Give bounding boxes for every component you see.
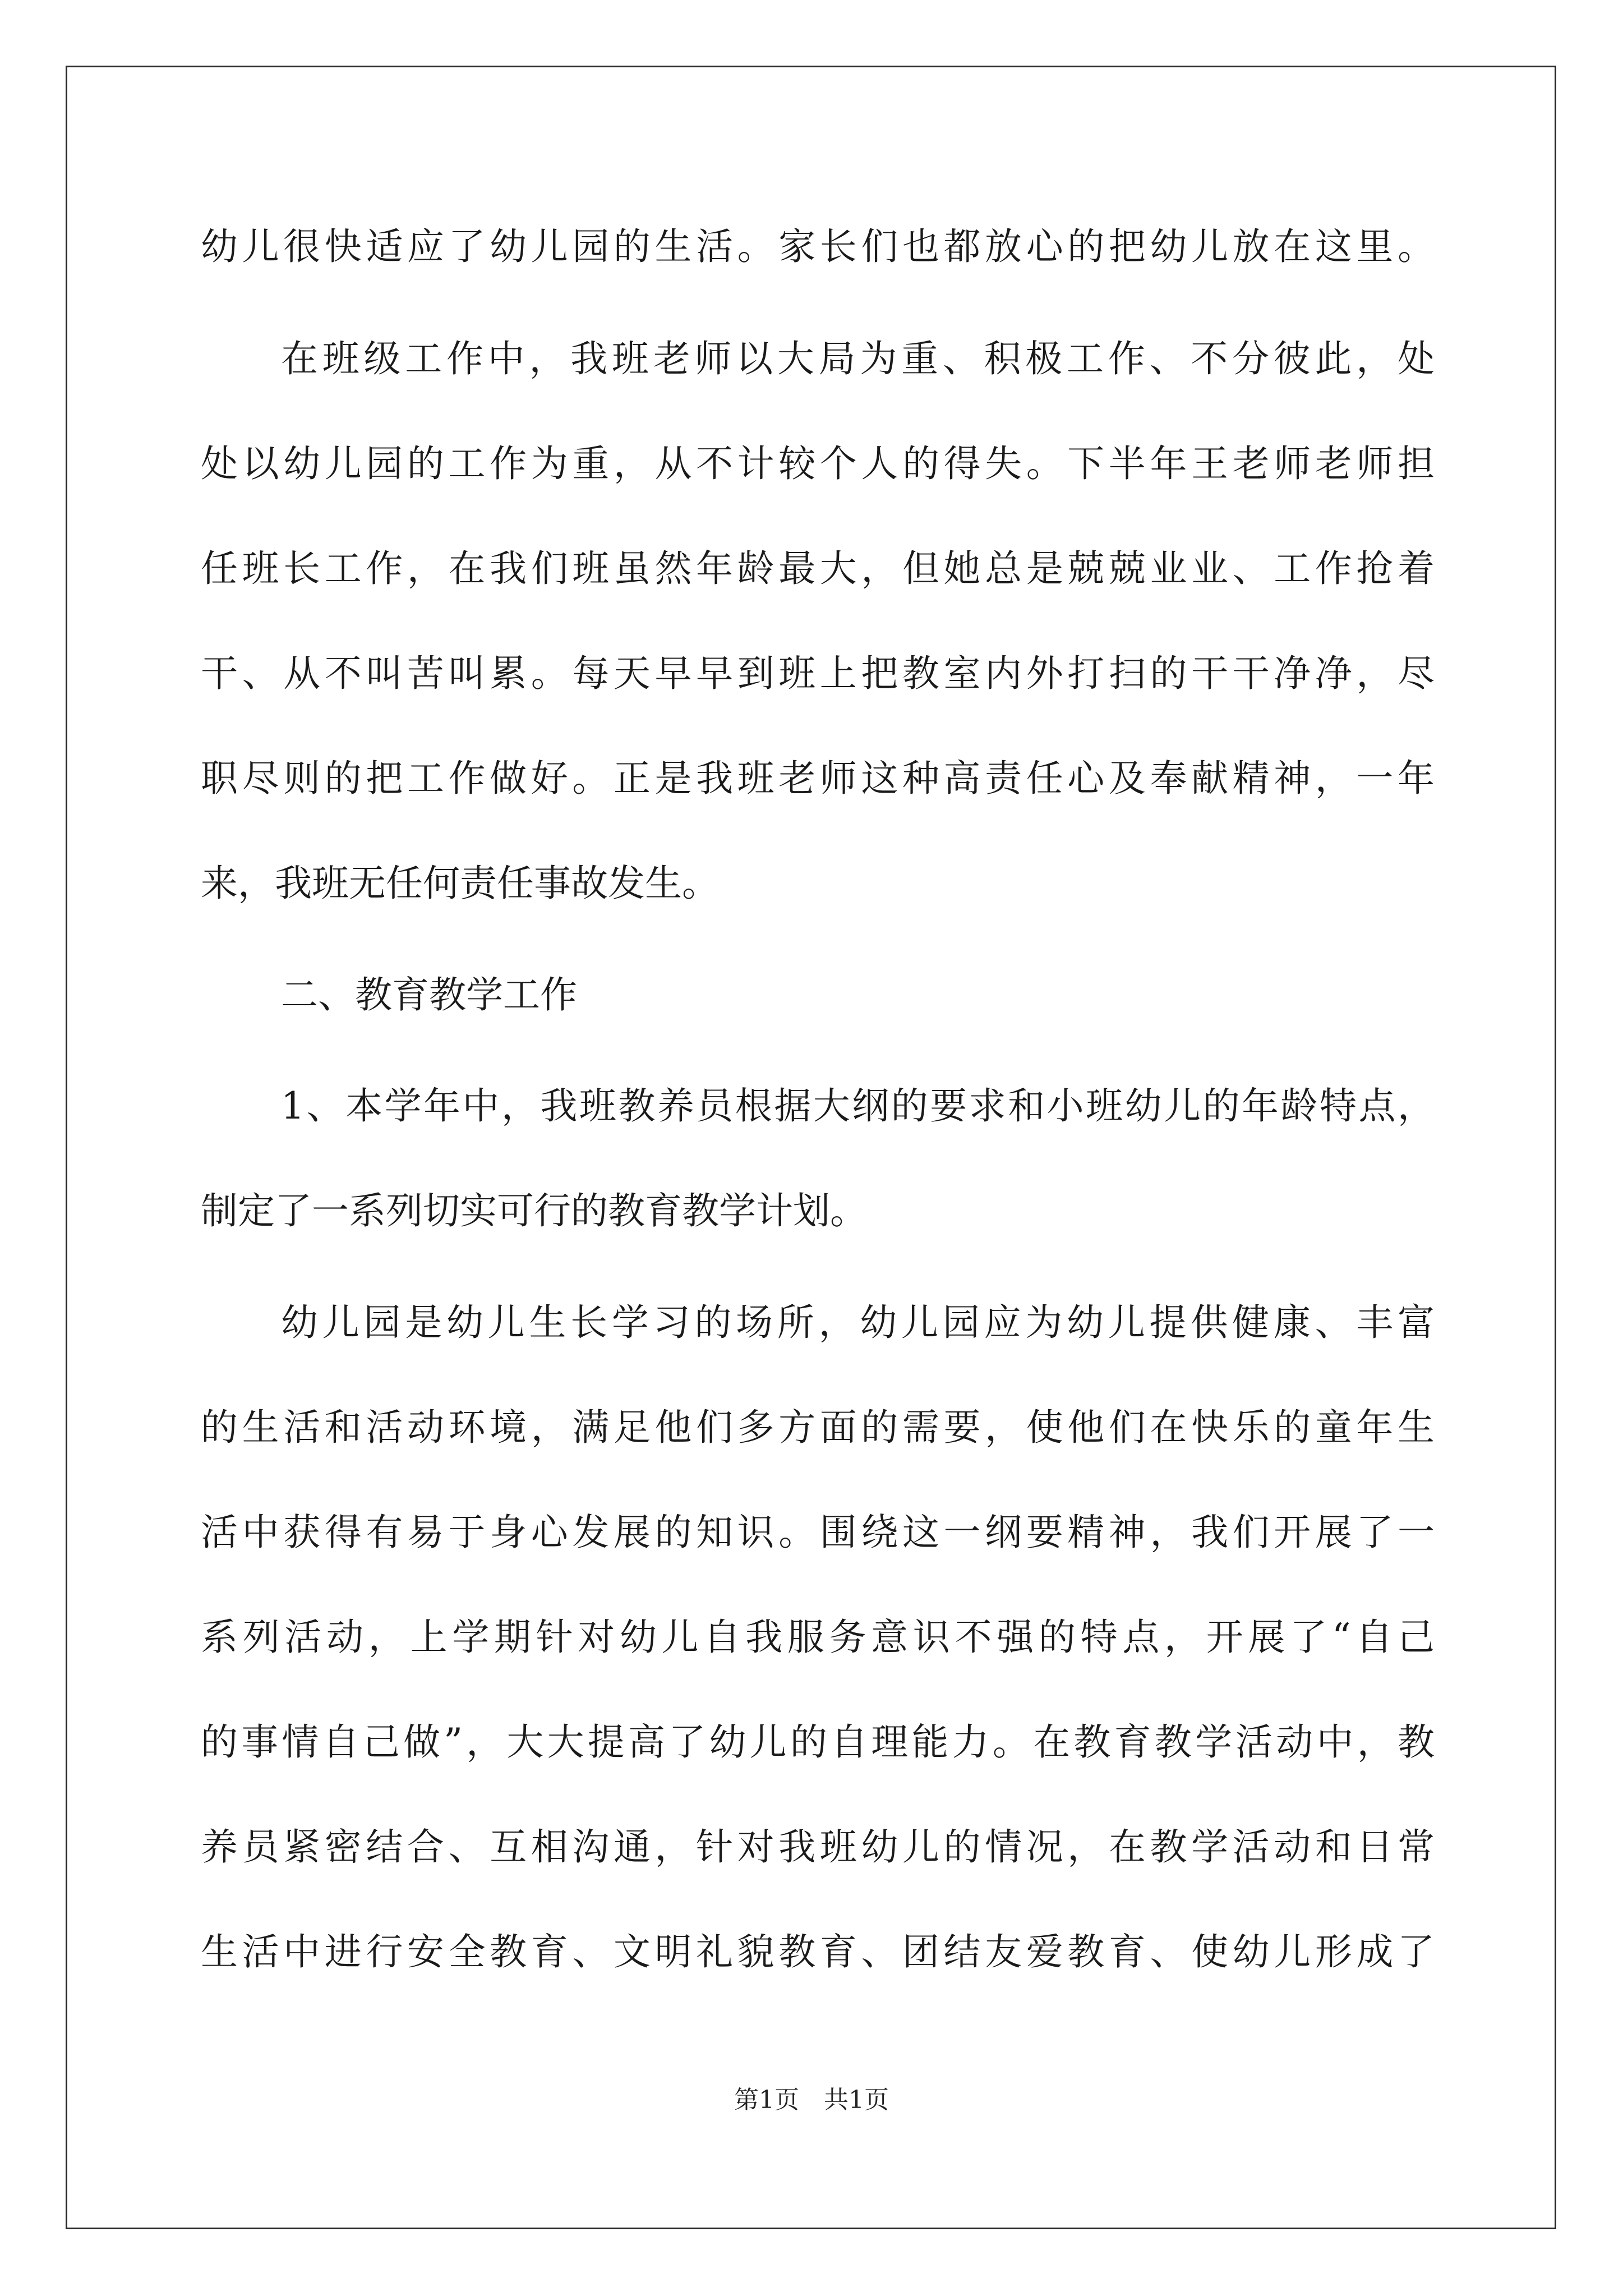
page-number-footer: 第1页 共1页 [734, 2086, 889, 2114]
paragraph-line: 在班级工作中，我班老师以大局为重、积极工作、不分彼此，处 [281, 337, 1435, 380]
paragraph-line: 处以幼儿园的工作为重，从不计较个人的得失。下半年王老师老师担 [201, 442, 1435, 485]
paragraph-line: 幼儿园是幼儿生长学习的场所，幼儿园应为幼儿提供健康、丰富 [281, 1301, 1435, 1344]
paragraph-line: 生活中进行安全教育、文明礼貌教育、团结友爱教育、使幼儿形成了 [201, 1930, 1435, 1973]
paragraph-line: 1、本学年中，我班教养员根据大纲的要求和小班幼儿的年龄特点， [281, 1084, 1435, 1128]
paragraph-line: 职尽则的把工作做好。正是我班老师这种高责任心及奉献精神，一年 [201, 757, 1435, 800]
paragraph-line: 的生活和活动环境，满足他们多方面的需要，使他们在快乐的童年生 [201, 1406, 1435, 1449]
paragraph-line: 的事情自己做”，大大提高了幼儿的自理能力。在教育教学活动中，教 [201, 1720, 1435, 1764]
page-border [66, 66, 1556, 2229]
paragraph-line: 任班长工作，在我们班虽然年龄最大，但她总是兢兢业业、工作抢着 [201, 547, 1435, 590]
paragraph-line: 幼儿很快适应了幼儿园的生活。家长们也都放心的把幼儿放在这里。 [201, 225, 1435, 268]
section-heading: 二、教育教学工作 [281, 973, 577, 1016]
paragraph-line: 活中获得有易于身心发展的知识。围绕这一纲要精神，我们开展了一 [201, 1511, 1435, 1554]
paragraph-line: 干、从不叫苦叫累。每天早早到班上把教室内外打扫的干干净净，尽 [201, 652, 1435, 695]
paragraph-line: 制定了一系列切实可行的教育教学计划。 [201, 1189, 867, 1232]
paragraph-line: 来，我班无任何责任事故发生。 [201, 862, 719, 905]
paragraph-line: 养员紧密结合、互相沟通，针对我班幼儿的情况，在教学活动和日常 [201, 1825, 1435, 1869]
paragraph-line: 系列活动，上学期针对幼儿自我服务意识不强的特点，开展了“自己 [201, 1616, 1435, 1659]
